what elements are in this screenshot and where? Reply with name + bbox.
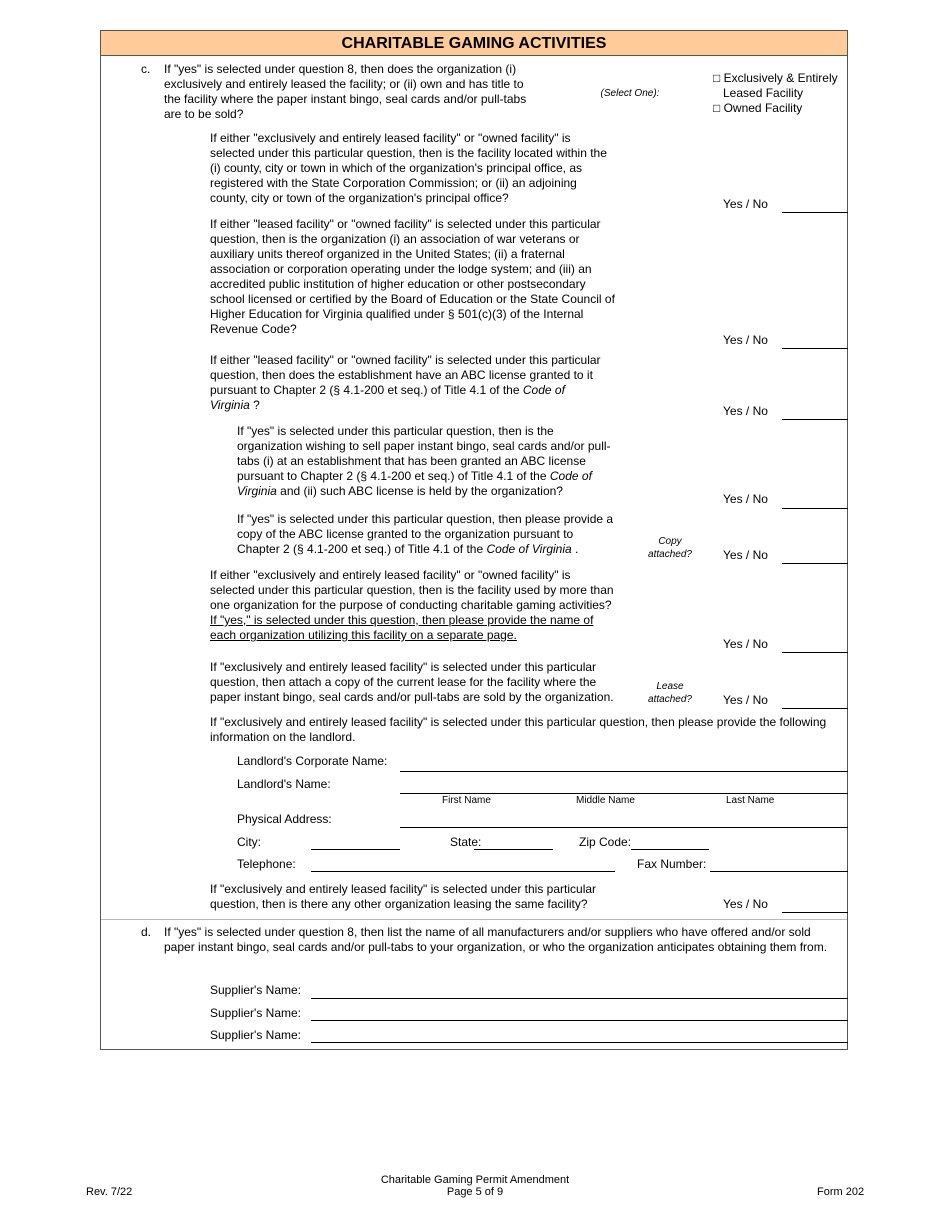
footer-rev: Rev. 7/22 [86, 1186, 133, 1198]
yes-no-label-3: Yes / No [723, 404, 768, 418]
footer-form: Form 202 [817, 1186, 865, 1198]
yes-no-label-4: Yes / No [723, 492, 768, 506]
middle-name-caption: Middle Name [576, 795, 635, 806]
fax-input[interactable] [710, 871, 848, 872]
answer-line-6[interactable] [782, 652, 848, 653]
supplier-input-2[interactable] [311, 1020, 848, 1021]
yes-no-label-2: Yes / No [723, 333, 768, 347]
supplier-label-2: Supplier's Name: [210, 1006, 301, 1020]
lease-attached-label: Lease attached? [648, 681, 692, 705]
landlord-corp-input[interactable] [400, 771, 848, 772]
answer-line-3[interactable] [782, 419, 848, 420]
section-title: CHARITABLE GAMING ACTIVITIES [101, 31, 847, 56]
subquestion-9: If "exclusively and entirely leased facility" is selected under this particular question, then is there any other organization leasing the same facility? [210, 882, 597, 911]
state-label: State: [450, 835, 482, 849]
fax-label: Fax Number: [637, 857, 707, 871]
option-exclusively-leased[interactable]: □ Exclusively & Entirely Leased Facility [713, 71, 838, 100]
subquestion-4: If "yes" is selected under this particular question, then is the organization wishing to sell paper instant bingo, seal cards and/or pull- tabs (i) at an establishment that has been granted an ABC license pursuant to Chapter 2 (§ 4.1-200 et seq.) of Title 4.1 of the Code of Virginia and (ii) such ABC license is held by the organization? [237, 424, 611, 498]
last-name-caption: Last Name [726, 795, 775, 806]
telephone-label: Telephone: [237, 857, 296, 871]
yes-no-label-9: Yes / No [723, 897, 768, 911]
subquestion-1: If either "exclusively and entirely leased facility" or "owned facility" is selected under this particular question, then is the facility located within the (i) county, city or town in which of the organization's principal office, as registered with the State Corporation Commission; or (ii) an adjoining county, city or town of the organization's principal office? [210, 131, 607, 205]
supplier-label-3: Supplier's Name: [210, 1028, 301, 1042]
yes-no-label-7: Yes / No [723, 693, 768, 707]
subquestion-3: If either "leased facility" or "owned facility" is selected under this particular question, then does the establishment have an ABC license granted to it pursuant to Chapter 2 (§ 4.1-200 et seq.) of Title 4.1 of the Code of Virginia ? [210, 353, 601, 412]
subquestion-2: If either "leased facility" or "owned facility" is selected under this particular question, then is the organization (i) an association of war veterans or auxiliary units thereof organized in the United States; (ii) a fraternal association or corporation operating under the lodge system; and (iii) an accredited public institution of higher education or other postsecondary school licensed or certified by the Board of Education or the State Council of Higher Education for Virginia qualified under § 501(c)(3) of the Internal Revenue Code? [210, 217, 615, 336]
subquestion-7: If "exclusively and entirely leased facility" is selected under this particular question, then attach a copy of the current lease for the facility where the paper instant bingo, seal cards and/or pull-tabs are sold by the organization. [210, 660, 614, 704]
footer-title: Charitable Gaming Permit Amendment [380, 1174, 570, 1186]
physical-address-input[interactable] [400, 827, 848, 828]
question-c-letter: c. [141, 62, 151, 76]
section-divider [101, 919, 847, 920]
supplier-input-3[interactable] [311, 1042, 848, 1043]
answer-line-5[interactable] [782, 563, 848, 564]
zip-input[interactable] [631, 849, 709, 850]
yes-no-label-6: Yes / No [723, 637, 768, 651]
answer-line-4[interactable] [782, 508, 848, 509]
supplier-label-1: Supplier's Name: [210, 983, 301, 997]
subquestion-5: If "yes" is selected under this particular question, then please provide a copy of the ABC license granted to the organization pursuant to Chapter 2 (§ 4.1-200 et seq.) of Title 4.1 of the Code of Virginia . [237, 512, 614, 556]
answer-line-2[interactable] [782, 348, 848, 349]
landlord-corp-label: Landlord's Corporate Name: [237, 754, 388, 768]
city-label: City: [237, 835, 261, 849]
landlord-intro: If "exclusively and entirely leased facility" is selected under this particular question, then please provide the following information on the landlord. [210, 715, 827, 744]
supplier-input-1[interactable] [311, 998, 848, 999]
zip-label: Zip Code: [579, 835, 632, 849]
landlord-name-label: Landlord's Name: [237, 777, 331, 791]
question-c-text: If "yes" is selected under question 8, then does the organization (i) exclusively and entirely leased the facility; or (ii) own and has title to the facility where the paper instant bingo, seal cards and/or pull-tabs are to be sold? [164, 62, 527, 121]
state-input[interactable] [474, 849, 553, 850]
landlord-name-input[interactable] [400, 793, 848, 794]
footer-page: Page 5 of 9 [446, 1186, 504, 1198]
question-d-letter: d. [141, 925, 152, 939]
yes-no-label-5: Yes / No [723, 548, 768, 562]
subquestion-6: If either "exclusively and entirely leased facility" or "owned facility" is selected under this particular question, then is the facility used by more than one organization for the purpose of conducting charitable gaming activities? If "yes," is selected under this question, then please provide the name of each organization utilizing this facility on a separate page. [210, 568, 614, 642]
answer-line-9[interactable] [782, 912, 848, 913]
option-owned-facility[interactable]: □ Owned Facility [713, 101, 803, 115]
physical-address-label: Physical Address: [237, 812, 332, 826]
yes-no-label-1: Yes / No [723, 197, 768, 211]
question-d-text: If "yes" is selected under question 8, then list the name of all manufacturers and/or suppliers who have offered and/or sold paper instant bingo, seal cards and/or pull-tabs to your organization, or who the organization anticipates obtaining them from. [164, 925, 828, 954]
first-name-caption: First Name [442, 795, 491, 806]
answer-line-7[interactable] [782, 708, 848, 709]
telephone-input[interactable] [311, 871, 615, 872]
answer-line-1[interactable] [782, 212, 848, 213]
city-input[interactable] [311, 849, 400, 850]
copy-attached-label: Copy attached? [648, 536, 692, 560]
select-one-label: (Select One): [600, 88, 660, 99]
